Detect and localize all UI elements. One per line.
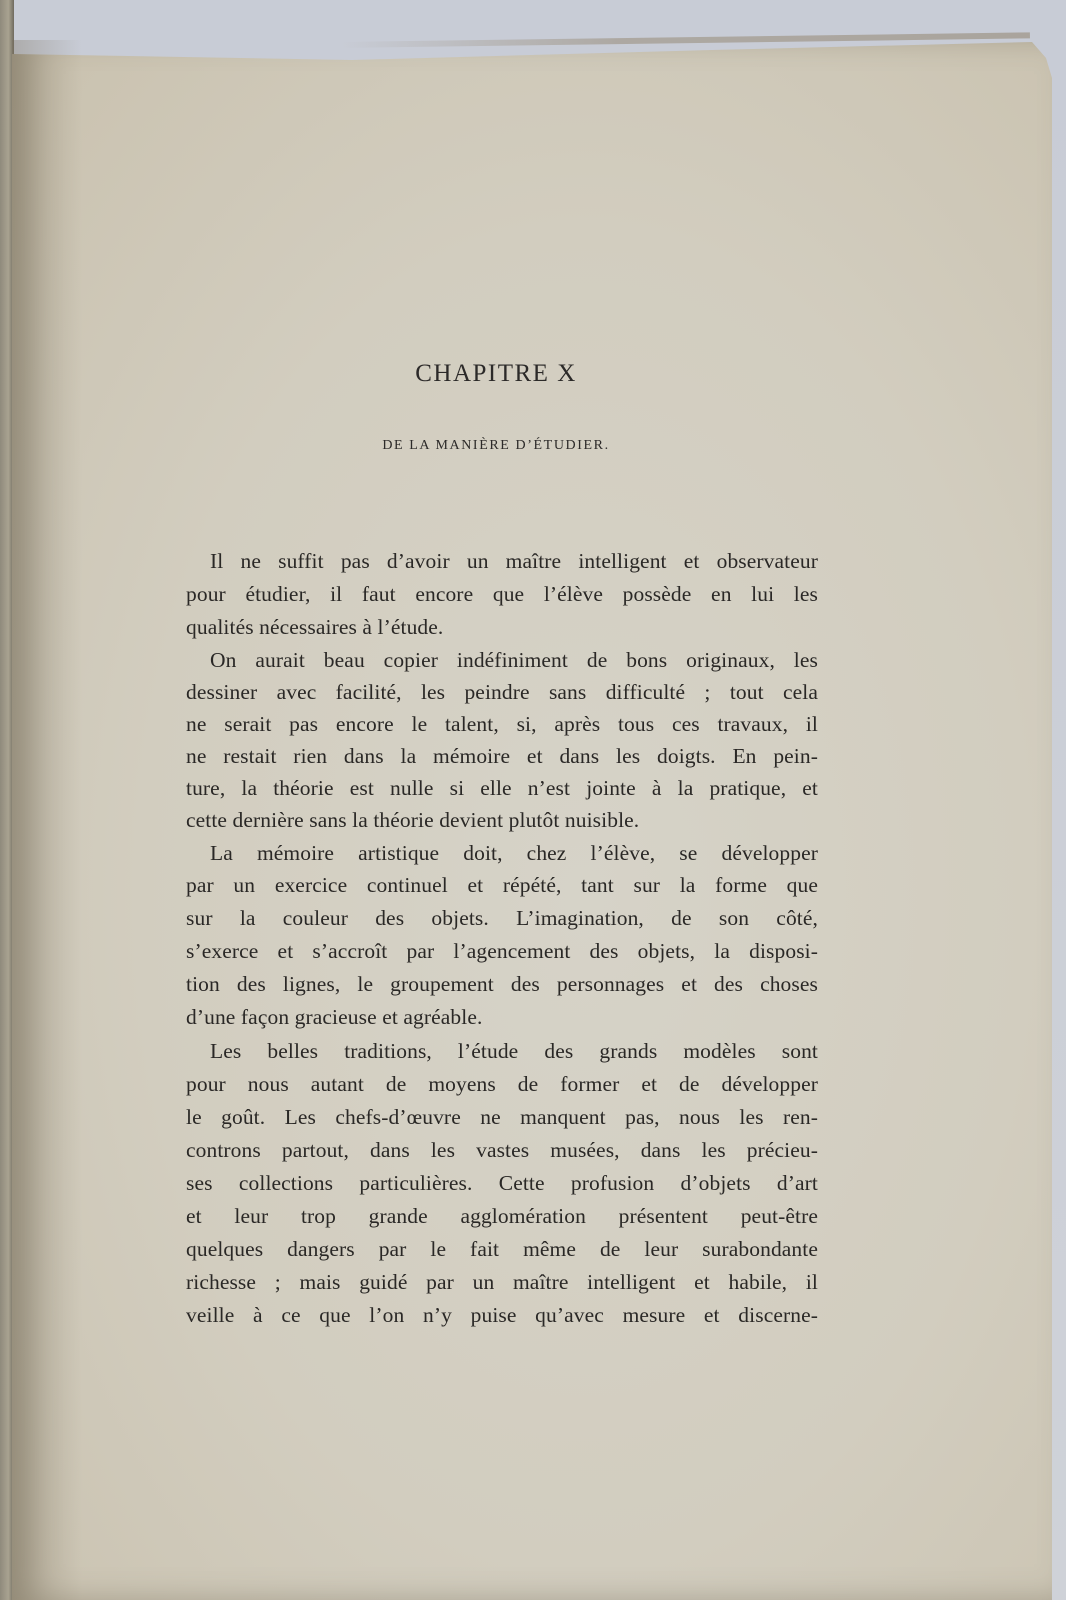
chapter-subtitle: DE LA MANIÈRE D’ÉTUDIER. <box>382 438 610 453</box>
paragraph-4-line-8: richesse ; mais guidé par un maître intelligent et habile, il <box>186 1270 818 1294</box>
chapter-title: CHAPITRE X <box>415 360 577 387</box>
paragraph-2-line-6: cette dernière sans la théorie devient plutôt nuisible. <box>186 808 640 832</box>
paragraph-4-line-1: Les belles traditions, l’étude des grands modèles sont <box>210 1039 818 1063</box>
paragraph-3-line-6: d’une façon gracieuse et agréable. <box>186 1005 483 1029</box>
paragraph-1-line-3: qualités nécessaires à l’étude. <box>186 615 444 639</box>
paragraph-4-line-9: veille à ce que l’on n’y puise qu’avec mesure et discerne- <box>186 1303 818 1327</box>
paragraph-3-line-5: tion des lignes, le groupement des personnages et des choses <box>186 972 818 996</box>
paragraph-3-line-1: La mémoire artistique doit, chez l’élève, se développer <box>210 841 818 865</box>
paragraph-4-line-2: pour nous autant de moyens de former et de développer <box>186 1072 818 1096</box>
paragraph-2-line-1: On aurait beau copier indéfiniment de bons originaux, les <box>210 648 818 672</box>
paragraph-2-line-3: ne serait pas encore le talent, si, après tous ces travaux, il <box>186 712 818 736</box>
paragraph-3-line-3: sur la couleur des objets. L’imagination, de son côté, <box>186 906 818 930</box>
paragraph-4-line-3: le goût. Les chefs-d’œuvre ne manquent pas, nous les ren- <box>186 1105 818 1129</box>
paragraph-1-line-2: pour étudier, il faut encore que l’élève possède en lui les <box>186 582 818 606</box>
paragraph-4-line-6: et leur trop grande agglomération présentent peut-être <box>186 1204 818 1228</box>
paragraph-1-line-1: Il ne suffit pas d’avoir un maître intelligent et observateur <box>210 549 818 573</box>
paragraph-4-line-5: ses collections particulières. Cette profusion d’objets d’art <box>186 1171 818 1195</box>
gutter-shadow <box>12 40 82 1600</box>
paragraph-4-line-7: quelques dangers par le fait même de leur surabondante <box>186 1237 818 1261</box>
paragraph-3-line-2: par un exercice continuel et répété, tant sur la forme que <box>186 873 818 897</box>
paragraph-4-line-4: controns partout, dans les vastes musées, dans les précieu- <box>186 1138 818 1162</box>
paragraph-3-line-4: s’exerce et s’accroît par l’agencement des objets, la disposi- <box>186 939 818 963</box>
paragraph-2-line-2: dessiner avec facilité, les peindre sans difficulté ; tout cela <box>186 680 818 704</box>
paragraph-2-line-5: ture, la théorie est nulle si elle n’est jointe à la pratique, et <box>186 776 818 800</box>
paragraph-2-line-4: ne restait rien dans la mémoire et dans les doigts. En pein- <box>186 744 818 768</box>
